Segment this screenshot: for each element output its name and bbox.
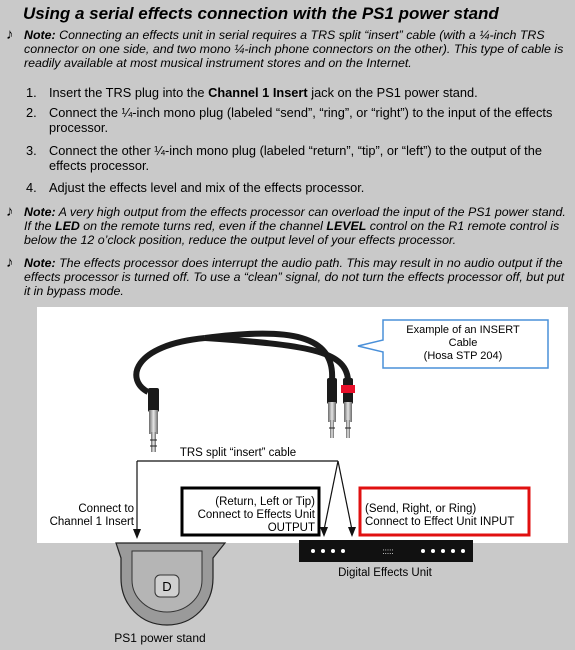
music-note-icon: ♪	[6, 203, 14, 220]
svg-text:Channel 1 Insert: Channel 1 Insert	[49, 516, 134, 528]
insert-cable-image	[136, 334, 355, 452]
svg-text:Cable: Cable	[448, 337, 478, 349]
ps1-stand-image	[116, 543, 225, 625]
step-1: 1. Insert the TRS plug into the Channel 1 Insert jack on the PS1 power stand.	[26, 85, 478, 100]
cable-label: TRS split “insert” cable	[179, 447, 297, 459]
svg-text:(Send, Right, or Ring): (Send, Right, or Ring)	[365, 503, 477, 515]
music-note-icon: ♪	[6, 254, 14, 271]
note-label: Note:	[24, 28, 56, 42]
svg-text:(Hosa STP 204): (Hosa STP 204)	[423, 350, 503, 362]
page-title: Using a serial effects connection with the PS1 power stand	[23, 4, 499, 23]
note-bypass: ♪ Note: The effects processor does interrupt the audio path. This may result in no audio output if the effects processor is turned off. To use a “clean” signal, do not turn the effects processor off, but put it in bypass mode.	[6, 254, 565, 298]
step-4: 4. Adjust the effects level and mix of the effects processor.	[26, 180, 365, 195]
cable-callout	[358, 320, 548, 368]
svg-text:Example of an INSERT: Example of an INSERT	[406, 324, 520, 336]
effects-unit-image	[299, 540, 473, 562]
step-2: 2. Connect the ¼-inch mono plug (labeled “send”, “ring”, or “right”) to the input of the effects processor.	[26, 105, 553, 135]
note-overload: ♪ Note: A very high output from the effects processor can overload the input of the PS1 power stand. If the LED on the remote turns red, even if the channel LEVEL control on the R1 remote control is below the 12 o’clock position, reduce the output level of your effects processor.	[6, 203, 566, 247]
svg-text::::::: :::::	[382, 547, 394, 556]
step-3: 3. Connect the other ¼-inch mono plug (labeled “return”, “tip”, or “left”) to the output of the effects processor.	[26, 143, 542, 173]
svg-text:(Return, Left or Tip): (Return, Left or Tip)	[215, 496, 315, 508]
effects-unit-label: Digital Effects Unit	[338, 567, 432, 579]
svg-text:Connect to Effects Unit: Connect to Effects Unit	[197, 509, 315, 521]
stand-label: PS1 power stand	[114, 631, 206, 645]
music-note-icon: ♪	[6, 26, 14, 43]
connect-ch1-label: Connect to	[78, 503, 134, 515]
note-insert-cable: ♪ Note: Connecting an effects unit in serial requires a TRS split “insert” cable (with a ¼-inch TRS connector on one side, and two mono ¼-inch phone connectors on the other). This type of cable is readily available at most musical instrument stores and on the Internet.	[6, 26, 564, 70]
svg-text:OUTPUT: OUTPUT	[267, 522, 315, 534]
stand-d-symbol: D	[162, 579, 172, 594]
svg-text:Connect to Effect Unit INPUT: Connect to Effect Unit INPUT	[365, 516, 515, 528]
